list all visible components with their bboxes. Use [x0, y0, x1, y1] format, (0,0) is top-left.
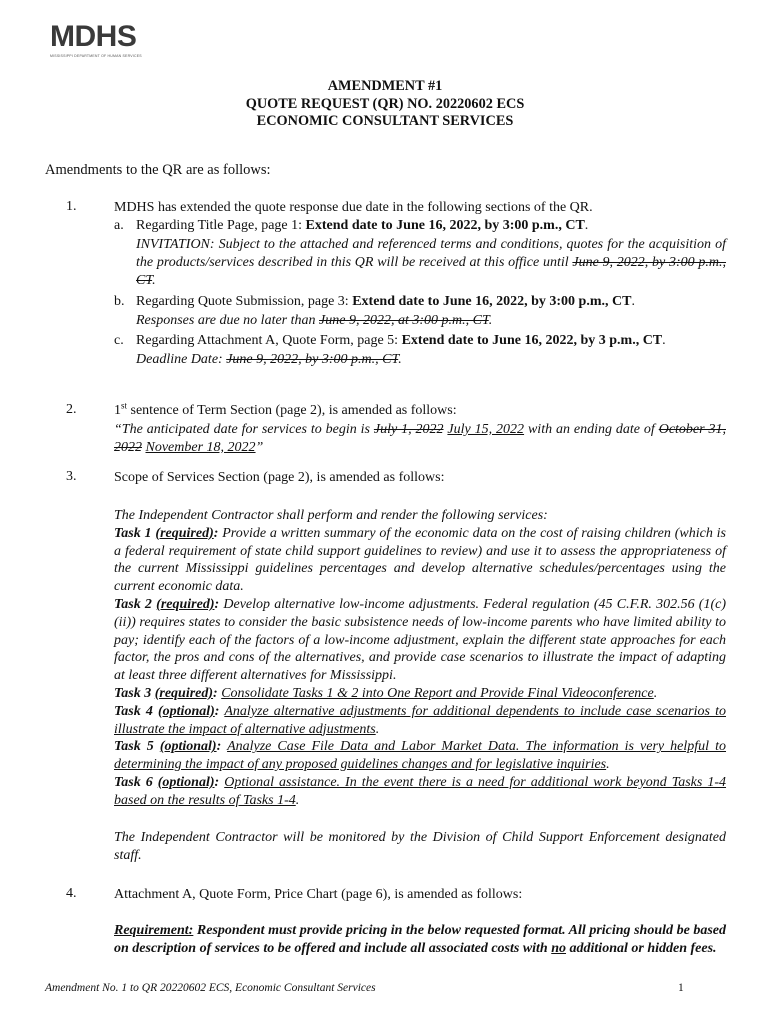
item-1b-quote	[136, 312, 726, 330]
task-5-tag: (optional)	[159, 739, 217, 755]
item-4-number: 4.	[66, 886, 77, 901]
item-3-number: 3.	[66, 469, 77, 484]
task-2-label: Task 2	[114, 596, 157, 612]
scope-closing: The Independent Contractor will be monitored by the Division of Child Support Enforcement designated staff.	[114, 830, 726, 863]
task-6-tag: (optional)	[157, 774, 215, 790]
item-2-struck-end-date: October 31, 2022	[114, 422, 726, 455]
task-4-tag: (optional)	[158, 703, 215, 719]
task-2	[114, 596, 726, 685]
scope-lead: The Independent Contractor shall perform and render the following services:	[114, 508, 548, 523]
item-1b-bold: Extend date to June 16, 2022, by 3:00 p.m., CT	[352, 294, 632, 309]
item-1c-label: c.	[114, 333, 124, 348]
task-6-colon: :	[214, 774, 220, 790]
task-3-colon: :	[213, 685, 218, 701]
scope-of-services	[114, 507, 726, 810]
document-title	[0, 78, 770, 131]
page-number: 1	[678, 982, 684, 994]
task-3-tag: (required)	[154, 685, 214, 701]
item-1b-end: .	[631, 294, 635, 309]
item-2-text-body: sentence of Term Section (page 2), is amended as follows:	[127, 403, 457, 418]
task-4-text: Analyze alternative adjustments for additional dependents to include case scenarios to illustrate the impact of alternative adjustments	[114, 703, 726, 737]
title-line-3: ECONOMIC CONSULTANT SERVICES	[256, 113, 514, 129]
task-1	[114, 525, 726, 596]
task-3	[114, 685, 726, 703]
item-1b-quote-text: Responses are due no later than	[136, 313, 320, 328]
item-1c-quote-text: Deadline Date:	[136, 352, 227, 367]
task-1-text: Provide a written summary of the economic data on the cost of raising children (which is a federal requirement of state child support guidelines to review) and use it to assess the appropriateness of the current Mississippi guidelines percentages and develop alternative schedules/percentages using the current economic data.	[114, 525, 726, 595]
item-2-new-start-date: July 15, 2022	[447, 422, 525, 437]
task-4-end: .	[375, 721, 380, 737]
title-line-2: QUOTE REQUEST (QR) NO. 20220602 ECS	[245, 95, 525, 112]
item-1b-label: b.	[114, 294, 125, 309]
item-2-ordinal-suffix: st	[121, 400, 128, 411]
item-2-struck-start-date: July 1, 2022	[373, 422, 444, 437]
task-1-tag: (required)	[155, 525, 214, 541]
item-1b	[114, 293, 726, 311]
item-1b-lead: Regarding Quote Submission, page 3:	[136, 294, 353, 309]
requirement-label: Requirement:	[114, 923, 194, 938]
item-2-quote-start: “The anticipated date for services to begin is	[114, 422, 374, 437]
item-1a-quote	[136, 236, 726, 289]
item-1c-struck-date: June 9, 2022, by 3:00 p.m., CT	[226, 352, 399, 367]
item-3-text: Scope of Services Section (page 2), is amended as follows:	[114, 470, 445, 485]
item-4-requirement	[114, 922, 726, 958]
task-6-end: .	[295, 792, 300, 808]
task-5-end: .	[606, 757, 610, 773]
task-6	[114, 774, 726, 810]
task-4	[114, 703, 726, 739]
task-3-label: Task 3	[114, 685, 155, 701]
item-1c	[114, 332, 726, 350]
requirement-no: no	[551, 940, 567, 956]
task-4-label: Task 4	[114, 703, 158, 719]
item-2-new-end-date: November 18, 2022	[145, 439, 256, 455]
item-1a	[114, 217, 726, 235]
requirement-text-2: additional or hidden fees.	[566, 940, 717, 956]
task-6-text: Optional assistance. In the event there is a need for additional work beyond Tasks 1-4 based on the results of Tasks 1-4	[114, 774, 727, 808]
item-1-text: MDHS has extended the quote response due date in the following sections of the QR.	[114, 200, 593, 215]
item-2-number: 2.	[66, 402, 77, 417]
item-1a-quote-text: INVITATION: Subject to the attached and referenced terms and conditions, quotes for the acquisition of the products/services described in this QR will be received at this office until	[136, 237, 726, 270]
item-1a-lead: Regarding Title Page, page 1:	[136, 218, 306, 233]
item-1c-bold: Extend date to June 16, 2022, by 3 p.m., CT	[401, 333, 663, 348]
item-2-quote	[114, 421, 726, 457]
item-1b-struck-date: June 9, 2022, at 3:00 p.m., CT	[319, 313, 489, 328]
requirement-text-1: Respondent must provide pricing in the below requested format. All pricing should be based on description of services to be offered and include all associated costs with	[114, 923, 726, 956]
task-3-text: Consolidate Tasks 1 & 2 into One Report and Provide Final Videoconference	[221, 685, 654, 701]
logo-subtitle: MISSISSIPPI DEPARTMENT OF HUMAN SERVICES	[50, 54, 142, 58]
item-1c-end: .	[662, 333, 666, 348]
task-5	[114, 738, 726, 774]
item-1b-quote-end: .	[488, 313, 493, 328]
task-4-colon: :	[214, 703, 220, 719]
task-5-label: Task 5	[114, 739, 160, 755]
item-1a-bold: Extend date to June 16, 2022, by 3:00 p.m., CT	[305, 218, 585, 233]
task-3-end: .	[653, 685, 658, 701]
mdhs-logo	[50, 22, 140, 58]
task-2-colon: :	[214, 596, 220, 612]
logo-text: MDHS	[50, 20, 137, 53]
item-2-text	[114, 402, 726, 420]
item-2-quote-middle: with an ending date of	[524, 422, 659, 437]
item-1a-quote-end: .	[152, 272, 156, 288]
task-1-label: Task 1	[114, 525, 156, 541]
item-4-text: Attachment A, Quote Form, Price Chart (page 6), is amended as follows:	[114, 887, 523, 902]
item-1a-label: a.	[114, 218, 124, 233]
item-2-ordinal: 1	[114, 403, 121, 418]
task-1-colon: :	[213, 525, 219, 541]
intro-text: Amendments to the QR are as follows:	[45, 162, 271, 178]
item-1a-struck-date: June 9, 2022, by 3:00 p.m., CT	[136, 254, 727, 288]
item-1c-lead: Regarding Attachment A, Quote Form, page 5:	[136, 333, 402, 348]
item-1c-quote-end: .	[398, 352, 402, 367]
task-5-colon: :	[216, 739, 222, 755]
item-1c-quote	[136, 351, 726, 369]
task-2-tag: (required)	[156, 596, 215, 612]
task-6-label: Task 6	[114, 774, 158, 790]
title-line-1: AMENDMENT #1	[327, 78, 443, 94]
item-1a-end: .	[584, 218, 589, 233]
item-1-number: 1.	[66, 199, 77, 214]
task-5-text: Analyze Case File Data and Labor Market Data. The information is very helpful to determining the impact of any proposed guidelines changes and for legislative inquiries	[114, 739, 727, 773]
footer-text: Amendment No. 1 to QR 20220602 ECS, Economic Consultant Services	[45, 982, 376, 994]
task-2-text: Develop alternative low-income adjustments. Federal regulation (45 C.F.R. 302.56 (1(c)(ii)) requires states to consider the basic subsistence needs of low-income parents who have limited ability to pay; identify each of the factors of a low-income adjustment, explain the different state approaches for each factor, the pros and cons of the alternatives, and provide case scenarios to illustrate the impact of adapting at least three different alternatives for Mississippi.	[114, 596, 727, 684]
item-2-quote-end: ”	[255, 439, 264, 455]
